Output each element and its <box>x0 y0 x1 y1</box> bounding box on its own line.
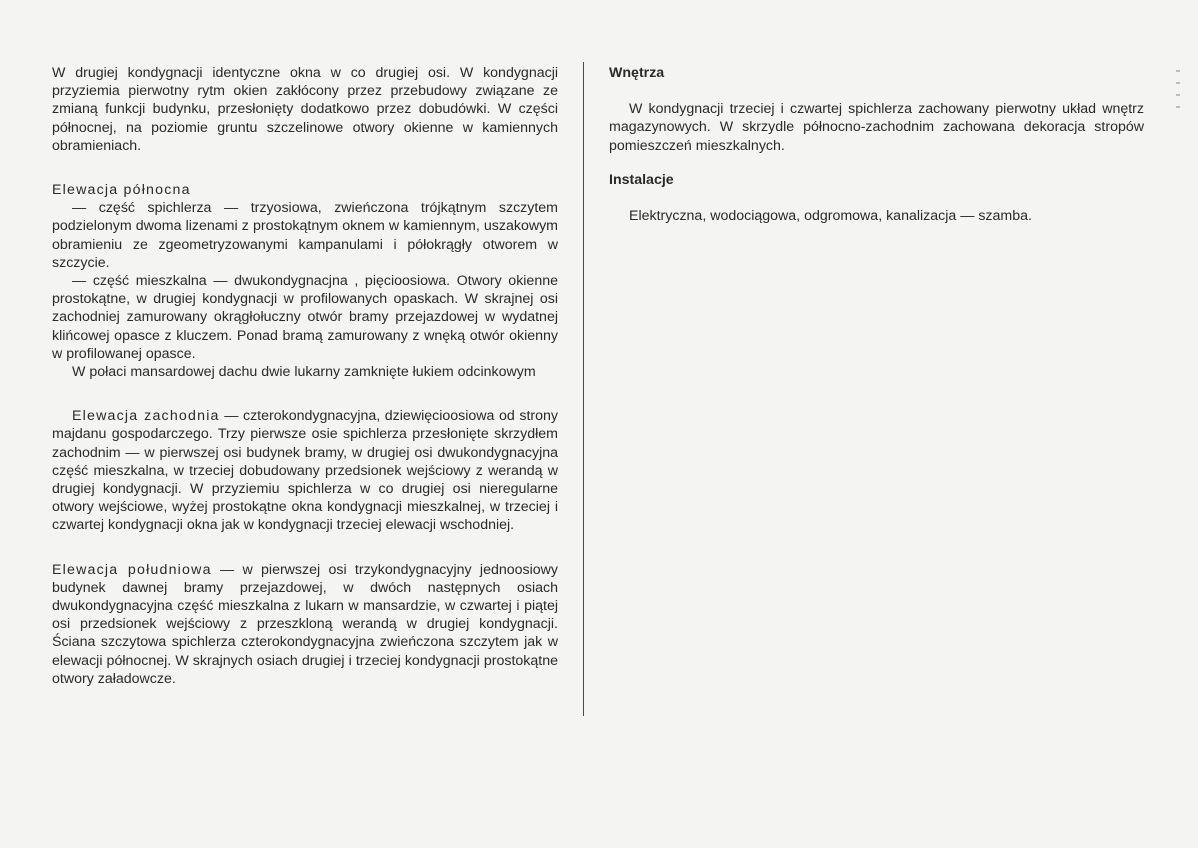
west-elevation-paragraph <box>52 407 558 534</box>
north-elevation-granary: — część spichlerza — trzyosiowa, zwieńczona trójkątnym szczytem podzielonym dwoma lizenami z prostokątnym oknem w kamiennym, uszakowym obramieniu ze zgeometryzowanymi kampanulami i półokrągły otworem w szczycie. <box>52 200 558 271</box>
right-column <box>609 64 1144 225</box>
column-divider <box>583 62 584 716</box>
north-elevation-heading: Elewacja północna <box>52 182 191 199</box>
south-elevation-paragraph <box>52 561 558 688</box>
left-column <box>52 64 558 688</box>
north-elevation-residential: — część mieszkalna — dwukondygnacjna , pięcioosiowa. Otwory okienne prostokątne, w drugiej kondygnacji w profilowanych opaskach. W skrajnej osi zachodniej zamurowany okrągłołuczny otwór bramy przejazdowej w wydatnej klińcowej opasce z kluczem. Ponad bramą zamurowany z wnęką otwór okienny w profilowanej opasce. <box>52 273 558 362</box>
intro-paragraph: W drugiej kondygnacji identyczne okna w co drugiej osi. W kondygnacji przyziemia pierwotny rytm okien zakłócony przez przebudowy związane ze zmianą funkcji budynku, przesłonięty dodatkowo przez dobudówki. W części północnej, na poziomie gruntu szczelinowe otwory okienne w kamiennych obramieniach. <box>52 65 558 154</box>
interiors-heading: Wnętrza <box>609 65 665 81</box>
west-elevation-text: — czterokondygnacyjna, dziewięcioosiowa od strony majdanu gospodarczego. Trzy pierwsze osie spichlerza przesłonięte skrzydłem zachodnim — w pierwszej osi budynek bramy, w drugiej osi dwukondygnacyjna część mieszkalna, w trzeciej dobudowany przedsionek wejściowy z werandą w drugiej kondygnacji. W przyziemiu spichlerza w co drugiej osi nieregularne otwory wejściowe, wyżej prostokątne okna kondygnacji mieszkalnej, w trzeciej i czwartej kondygnacji okna jak w kondygnacji trzeciej elewacji wschodniej. <box>52 408 558 534</box>
installations-text: Elektryczna, wodociągowa, odgromowa, kanalizacja — szamba. <box>629 208 1032 225</box>
interiors-text: W kondygnacji trzeciej i czwartej spichlerza zachowany pierwotny układ wnętrz magazynowych. W skrzydle północno-zachodnim zachowana dekoracja stropów pomieszczeń mieszkalnych. <box>609 101 1144 154</box>
south-elevation-text: — w pierwszej osi trzykondygnacyjny jednoosiowy budynek dawnej bramy przejazdowej, w dwóch następnych osiach dwukondygnacyjna część mieszkalna z lukarn w mansardzie, w czwartej i piątej osi przedsionek wejściowy z przeszkloną werandą w drugiej kondygnacji. Ściana szczytowa spichlerza czterokondygnacyjna zwieńczona szczytem jak w elewacji północnej. W skrajnych osiach drugiej i trzeciej kondygnacji prostokątne otwory załadowcze. <box>52 561 558 687</box>
west-elevation-heading: Elewacja zachodnia <box>72 408 220 425</box>
north-elevation-roof: W połaci mansardowej dachu dwie lukarny zamknięte łukiem odcinkowym <box>72 364 536 381</box>
installations-heading: Instalacje <box>609 171 674 188</box>
scan-edge-marks <box>1168 60 1188 160</box>
south-elevation-heading: Elewacja południowa <box>52 561 212 578</box>
